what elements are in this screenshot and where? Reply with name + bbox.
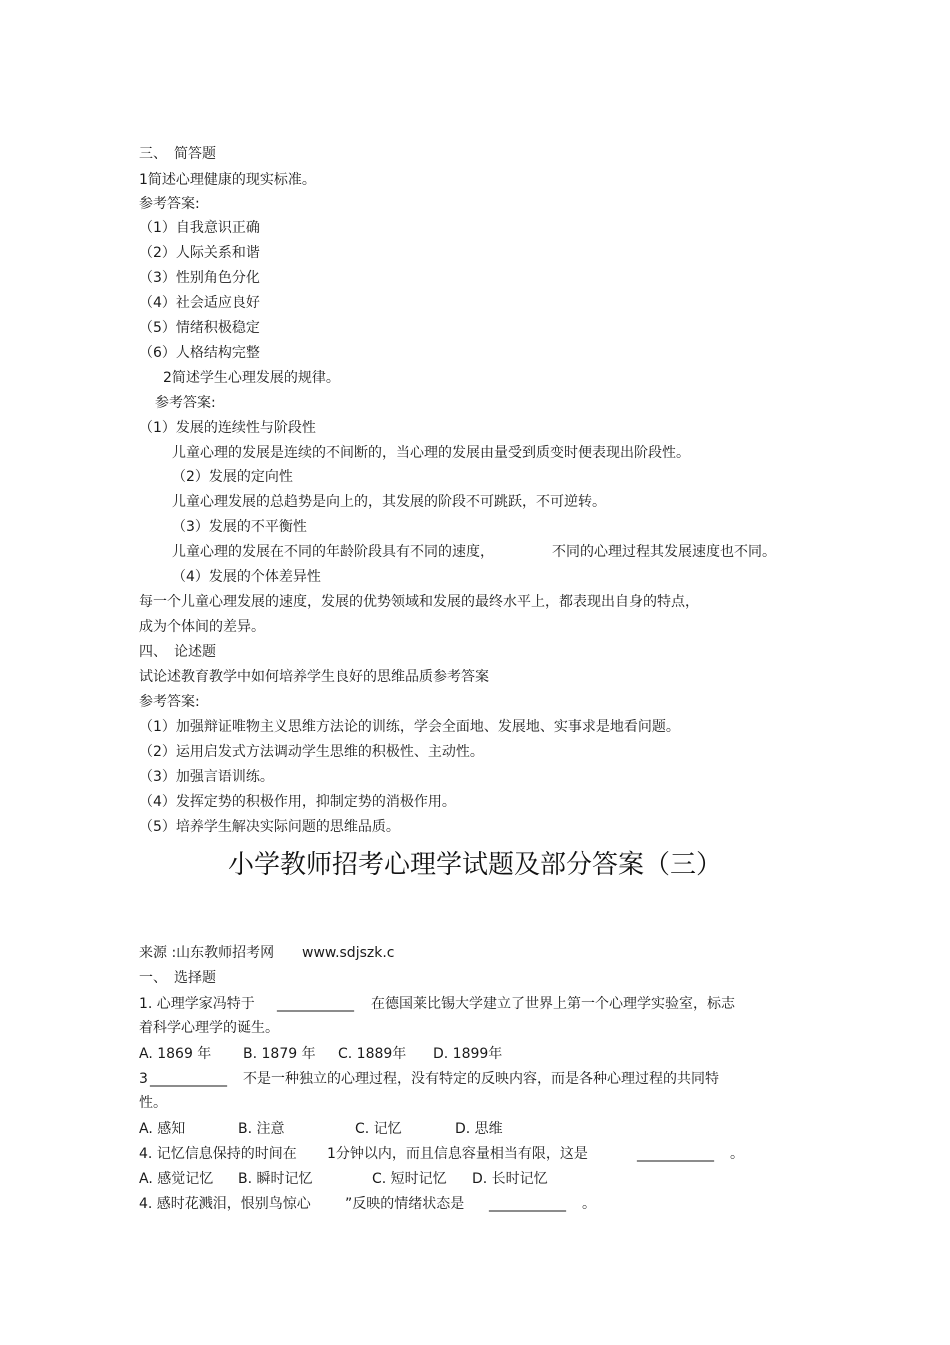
- essay-question: 试论述教育教学中如何培养学生良好的思维品质参考答案: [139, 669, 489, 685]
- list-item: （6）人格结构完整: [139, 345, 260, 361]
- section-1-heading: 一、 选择题: [139, 970, 216, 986]
- question-2: 2简述学生心理发展的规律。: [163, 370, 340, 386]
- punctuation: 。: [730, 1146, 744, 1162]
- answer-blank: ___________: [637, 1146, 714, 1162]
- question-number: 3: [139, 1071, 148, 1087]
- point-text: 儿童心理发展的总趋势是向上的，其发展的阶段不可跳跃，不可逆转。: [172, 494, 606, 510]
- list-item: （5）培养学生解决实际问题的思维品质。: [139, 819, 400, 835]
- option: C. 短时记忆: [372, 1171, 447, 1187]
- option: D. 思维: [455, 1121, 503, 1137]
- option: C. 记忆: [355, 1121, 402, 1137]
- option: D. 长时记忆: [472, 1171, 548, 1187]
- source-url: www.sdjszk.c: [302, 945, 395, 961]
- point-title: （3）发展的不平衡性: [172, 519, 307, 535]
- list-item: （3）加强言语训练。: [139, 769, 274, 785]
- question-text: ”反映的情绪状态是: [345, 1196, 465, 1212]
- list-item: （1）自我意识正确: [139, 220, 260, 236]
- point-text: 儿童心理的发展在不同的年龄阶段具有不同的速度，: [172, 544, 494, 560]
- list-item: （4）发挥定势的积极作用，抑制定势的消极作用。: [139, 794, 456, 810]
- option: A. 1869 年: [139, 1046, 212, 1062]
- point-title: （2）发展的定向性: [172, 469, 293, 485]
- answer-label: 参考答案:: [139, 196, 200, 212]
- option: B. 注意: [238, 1121, 285, 1137]
- option: B. 瞬时记忆: [238, 1171, 313, 1187]
- option: A. 感知: [139, 1121, 186, 1137]
- question-1: 1简述心理健康的现实标准。: [139, 172, 316, 188]
- list-item: （3）性别角色分化: [139, 270, 260, 286]
- point-text: 每一个儿童心理发展的速度，发展的优势领域和发展的最终水平上，都表现出自身的特点，: [139, 594, 699, 610]
- source-label: 来源 :山东教师招考网: [139, 945, 275, 961]
- question-text: 4. 感时花溅泪，恨别鸟惊心: [139, 1196, 311, 1212]
- question-text: 1分钟以内，而且信息容量相当有限，这是: [327, 1146, 588, 1162]
- point-title: （1）发展的连续性与阶段性: [139, 420, 316, 436]
- document-title: 小学教师招考心理学试题及部分答案（三）: [227, 850, 722, 880]
- question-text: 性。: [139, 1095, 167, 1111]
- list-item: （4）社会适应良好: [139, 295, 260, 311]
- point-text: 儿童心理的发展是连续的不间断的，当心理的发展由量受到质变时便表现出阶段性。: [172, 445, 690, 461]
- point-text: 不同的心理过程其发展速度也不同。: [552, 544, 776, 560]
- option: D. 1899年: [433, 1046, 503, 1062]
- point-title: （4）发展的个体差异性: [172, 569, 321, 585]
- point-text: 成为个体间的差异。: [139, 619, 265, 635]
- question-text: 着科学心理学的诞生。: [139, 1020, 279, 1036]
- answer-label: 参考答案:: [155, 395, 216, 411]
- question-text: 4. 记忆信息保持的时间在: [139, 1146, 297, 1162]
- question-text: 不是一种独立的心理过程，没有特定的反映内容，而是各种心理过程的共同特: [243, 1071, 719, 1087]
- list-item: （2）人际关系和谐: [139, 245, 260, 261]
- answer-blank: ___________: [277, 996, 354, 1012]
- section-3-heading: 三、 简答题: [139, 146, 216, 162]
- answer-label: 参考答案:: [139, 694, 200, 710]
- option: C. 1889年: [338, 1046, 407, 1062]
- list-item: （1）加强辩证唯物主义思维方法论的训练，学会全面地、发展地、实事求是地看问题。: [139, 719, 680, 735]
- question-text: 在德国莱比锡大学建立了世界上第一个心理学实验室，标志: [371, 996, 735, 1012]
- section-4-heading: 四、 论述题: [139, 644, 216, 660]
- option: A. 感觉记忆: [139, 1171, 214, 1187]
- question-text: 1. 心理学家冯特于: [139, 996, 255, 1012]
- list-item: （5）情绪积极稳定: [139, 320, 260, 336]
- punctuation: 。: [582, 1196, 596, 1212]
- option: B. 1879 年: [243, 1046, 316, 1062]
- list-item: （2）运用启发式方法调动学生思维的积极性、主动性。: [139, 744, 484, 760]
- answer-blank: ___________: [150, 1071, 227, 1087]
- answer-blank: ___________: [489, 1196, 566, 1212]
